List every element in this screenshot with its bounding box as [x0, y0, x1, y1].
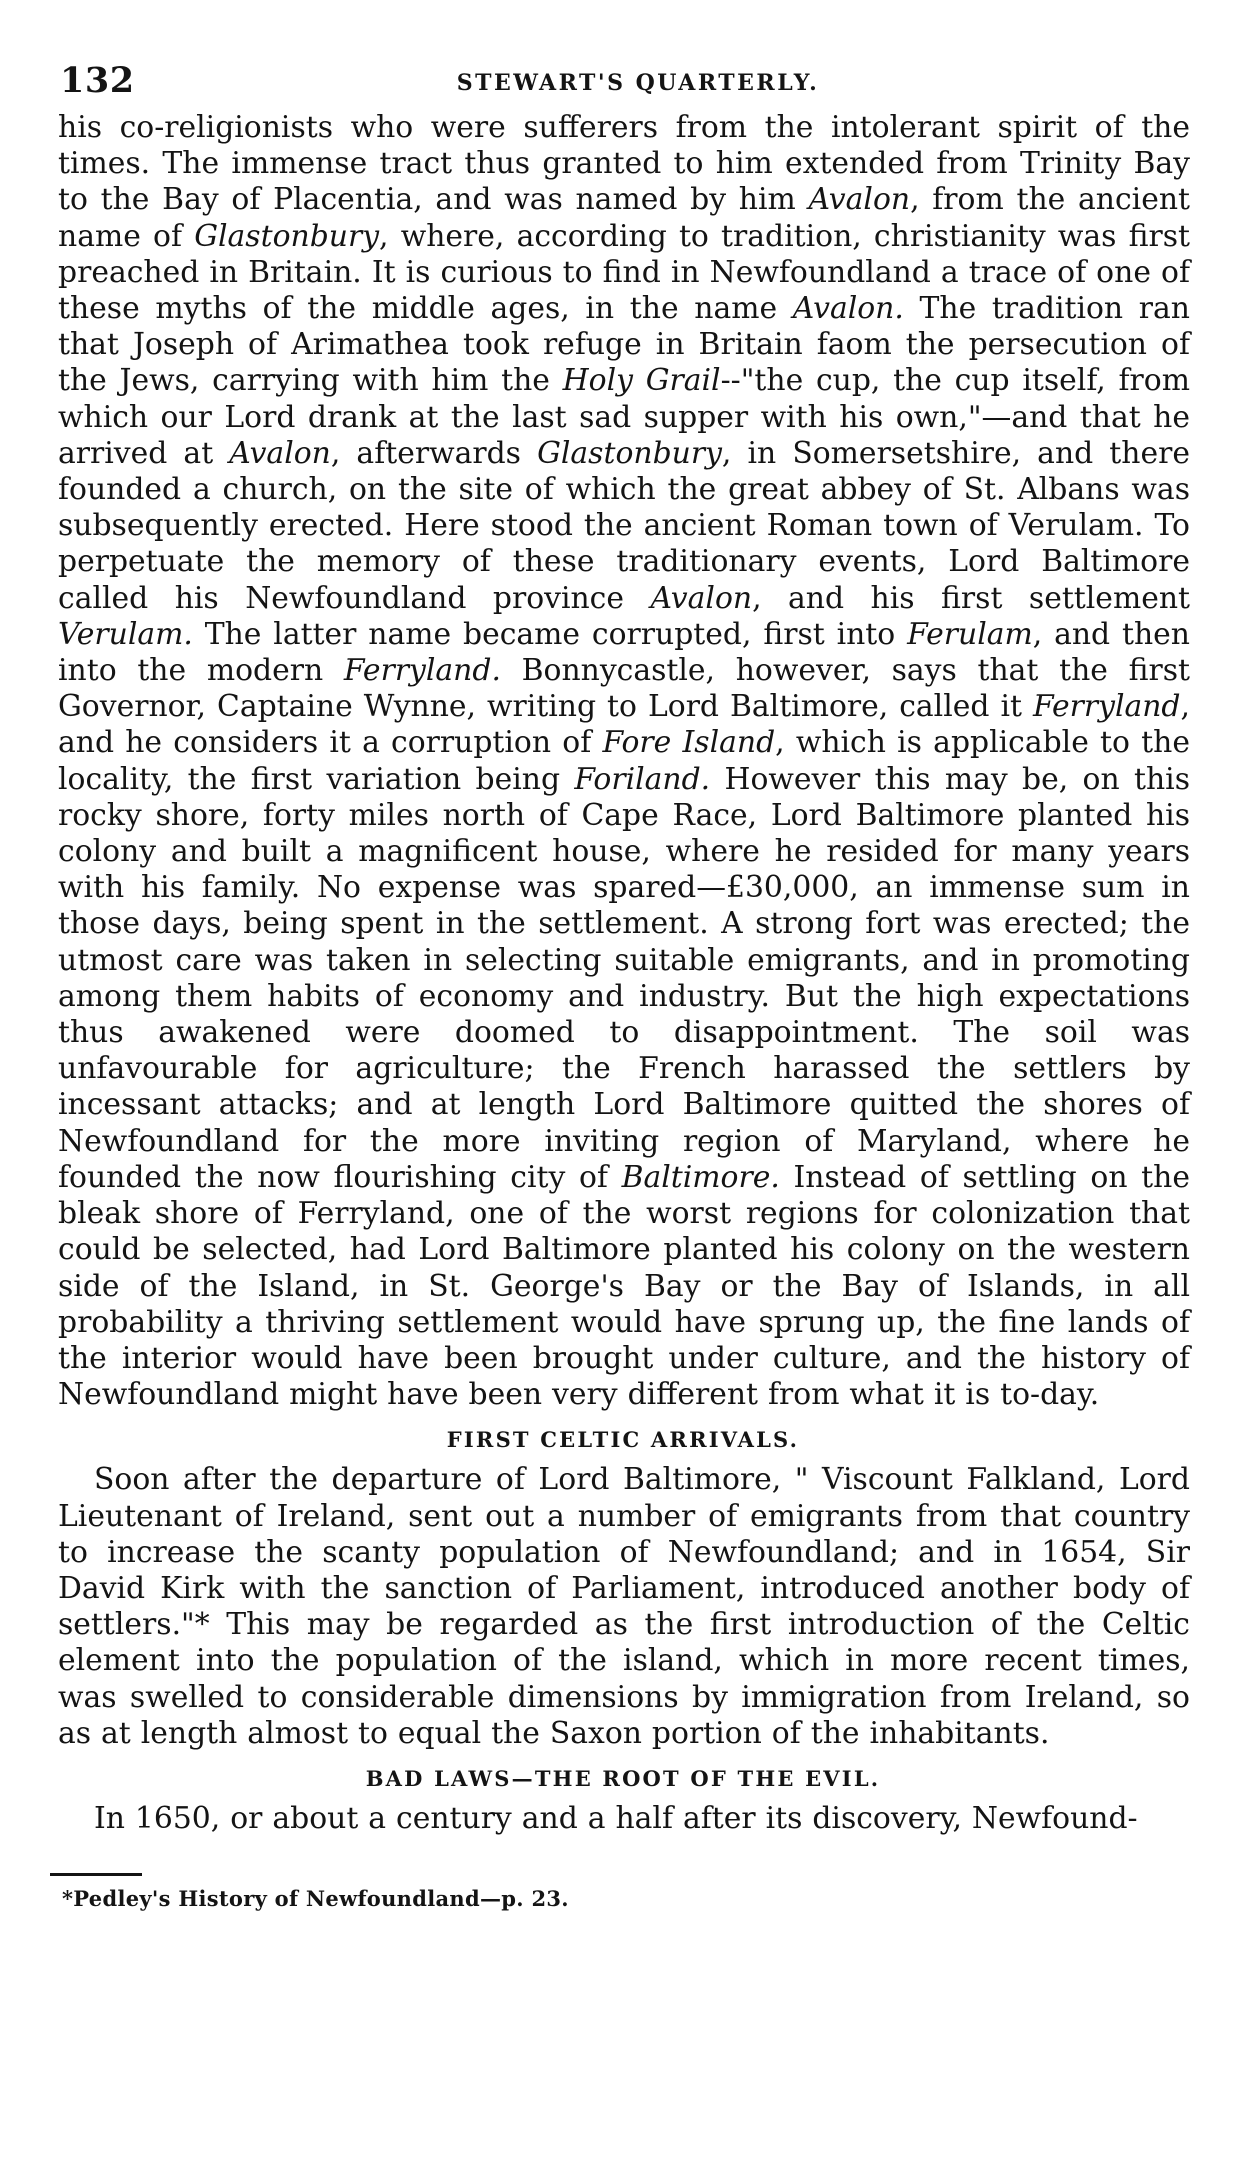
- text-run: Bonnycastle, however, says that the first Governor, Captaine Wynne, writing to Lord Baltimore, called it: [58, 653, 1190, 725]
- text-run: The latter name became corrupted, first into: [192, 616, 908, 652]
- text-run: Instead of settling on the bleak shore of Ferryland, one of the worst regions for colonization that could be selected, had Lord Baltimore planted his colony on the western side of the Island, in St. George's Bay or the Bay of Islands, in all probability a thriving settlement would have sprung up, the fine lands of the interior would have been brought under culture, and the history of Newfoundland might have been very different from what it is to-day.: [58, 1159, 1190, 1413]
- italic-term: Foriland.: [574, 761, 711, 797]
- text-run: , and he considers it a corruption of: [58, 689, 1190, 761]
- italic-term: Holy Grail: [562, 363, 721, 399]
- italic-term: Avalon: [808, 182, 911, 218]
- italic-term: Baltimore.: [621, 1159, 780, 1195]
- text-run: , where, according to tradition, christianity was first preached in Britain. It is curious to find in Newfoundland a trace of one of these myths of the middle ages, in the name: [58, 218, 1190, 327]
- italic-term: Avalon: [650, 580, 753, 616]
- text-run: --"the cup, the cup itself, from which our Lord drank at the last sad supper with his own,"—and that he arrived at: [58, 363, 1190, 471]
- running-title: STEWART'S QUARTERLY.: [456, 70, 820, 96]
- text-run: , and then into the modern: [58, 616, 1190, 689]
- book-page: [48, 52, 1198, 1911]
- text-run: , which is applicable to the locality, the first variation being: [58, 725, 1190, 797]
- body-paragraph-2: Soon after the departure of Lord Baltimore, " Viscount Falkland, Lord Lieutenant of Ireland, sent out a number of emigrants from that country to increase the scanty population of Newfoundland; and in 1654, Sir David Kirk with the sanction of Parliament, introduced another body of settlers."* This may be regarded as the first introduction of the Celtic element into the population of the island, which in more recent times, was swelled to considerable dimensions by immigration from Ireland, so as at length almost to equal the Saxon portion of the inhabitants.: [58, 1462, 1190, 1751]
- italic-term: Ferulam: [907, 616, 1033, 652]
- running-head: [48, 52, 1198, 110]
- italic-term: Glastonbury: [194, 218, 380, 254]
- italic-term: Glastonbury: [537, 435, 722, 471]
- italic-term: Verulam.: [58, 616, 193, 652]
- text-run: , afterwards: [330, 435, 538, 471]
- italic-term: Ferryland: [1032, 689, 1181, 725]
- page-number: 132: [60, 60, 135, 101]
- footnote-rule: [50, 1873, 142, 1876]
- italic-term: Avalon: [229, 435, 331, 471]
- text-run: , in Somersetshire, and there founded a church, on the site of which the great abbey of St. Albans was subsequently erected. Here stood the ancient Roman town of Verulam. To perpetuate the memory of these traditionary events, Lord Baltimore called his Newfoundland province: [58, 435, 1190, 616]
- text-run: , from the ancient name of: [58, 182, 1190, 254]
- italic-term: Avalon.: [792, 291, 904, 327]
- section-heading-first-celtic-arrivals: FIRST CELTIC ARRIVALS.: [446, 1427, 800, 1453]
- body-paragraph-1: [48, 110, 1198, 1413]
- text-run: his co-religionists who were sufferers from the intolerant spirit of the times. The immense tract thus granted to him extended from Trinity Bay to the Bay of Placentia, and was named by him: [58, 110, 1190, 218]
- italic-term: Fore Island: [602, 725, 776, 761]
- text-run: , and his first settlement: [752, 580, 1190, 616]
- footnote: *Pedley's History of Newfoundland—p. 23.: [62, 1886, 569, 1912]
- body-paragraph-3: In 1650, or about a century and a half after its discovery, Newfound-: [94, 1800, 1138, 1836]
- section-heading-bad-laws: BAD LAWS—THE ROOT OF THE EVIL.: [365, 1765, 881, 1791]
- italic-term: Ferryland.: [343, 653, 501, 689]
- text-run: The tradition ran that Joseph of Arimathea took refuge in Britain faom the persecution of the Jews, carrying with him the: [58, 291, 1190, 399]
- text-run: However this may be, on this rocky shore, forty miles north of Cape Race, Lord Baltimore planted his colony and built a magnificent house, where he resided for many years with his family. No expense was spared—£30,000, an immense sum in those days, being spent in the settlement. A strong fort was erected; the utmost care was taken in selecting suitable emigrants, and in promoting among them habits of economy and industry. But the high expectations thus awakened were doomed to disappointment. The soil was unfavourable for agriculture; the French harassed the settlers by incessant attacks; and at length Lord Baltimore quitted the shores of Newfoundland for the more inviting region of Maryland, where he founded the now flourishing city of: [58, 761, 1190, 1195]
